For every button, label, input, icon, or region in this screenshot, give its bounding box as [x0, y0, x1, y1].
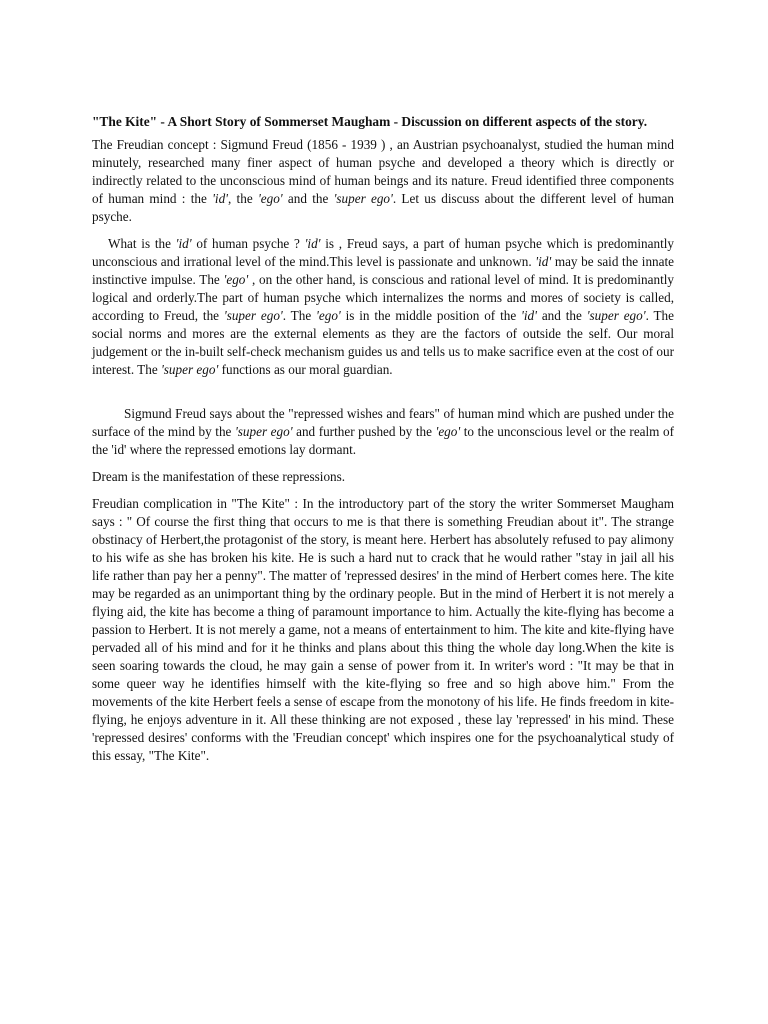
italic-term: 'ego': [257, 191, 283, 206]
body-paragraph: [92, 468, 674, 486]
italic-term: 'super ego': [223, 308, 283, 323]
text-run: and the: [536, 308, 587, 323]
body-paragraph: [92, 495, 674, 765]
text-run: Freudian complication in "The Kite" : In the introductory part of the story the writer Sommerset Maugham says : " Of course the first thing that occurs to me is that there is something Freudian about it". The strange obstinacy of Herbert,the protagonist of the story, is meant here. Herbert has absolutely refused to pay alimony to his wife as she has broken his kite. He is such a hard nut to crack that he would rather "stay in jail all his life rather than pay her a penny". The matter of 'repressed desires' in the mind of Herbert comes here. The kite may be regarded as an unimportant thing by the ordinary people. But in the mind of Herbert it is not merely a flying aid, the kite has become a thing of paramount importance to him. Actually the kite-flying has become a passion to Herbert. It is not merely a game, not a means of entertainment to him. The kite and kite-flying have pervaded all of his mind and for it he thinks and plans about this thing the whole day long.When the kite is seen soaring towards the cloud, he may gain a sense of power from it. In writer's word : "It may be that in some queer way he identifies himself with the kite-flying so free and so high above him." From the movements of the kite Herbert feels a sense of escape from the monotony of his life. He finds freedom in kite-flying, he enjoys adventure in it. All these thinking are not exposed , these lay 'repressed' in his mind. These 'repressed desires' conforms with the 'Freudian concept' which inspires one for the psychoanalytical study of this essay, "The Kite".: [92, 496, 674, 763]
italic-term: 'super ego': [234, 424, 293, 439]
document-title: "The Kite" - A Short Story of Sommerset Maugham - Discussion on different aspects of the story.: [92, 114, 648, 129]
body-paragraph: [92, 235, 674, 379]
text-run: Dream is the manifestation of these repressions.: [92, 469, 346, 484]
text-run: . The: [282, 308, 317, 323]
italic-term: 'id': [175, 236, 192, 251]
text-run: and the: [282, 191, 334, 206]
text-run: is in the middle position of the: [340, 308, 522, 323]
text-run: , the: [228, 191, 258, 206]
text-run: , on the other hand, is conscious and rational level of mind. It is predominantly logical and orderly.The part of human psyche which internalizes the norms and mores of society is called, according to Freud, the: [92, 272, 674, 323]
text-run: What is the: [108, 236, 176, 251]
italic-term: 'id': [304, 236, 321, 251]
italic-term: 'ego': [316, 308, 341, 323]
italic-term: 'super ego': [333, 191, 393, 206]
text-run: is , Freud says, a part of human psyche which is predominantly unconscious and irrational level of the mind.This level is passionate and unknown.: [92, 236, 674, 269]
text-run: functions as our moral guardian.: [218, 362, 393, 377]
text-run: may be said the innate instinctive impulse. The: [92, 254, 674, 287]
italic-term: 'super ego': [160, 362, 219, 377]
text-run: to the unconscious level or the realm of the 'id' where the repressed emotions lay dormant.: [92, 424, 674, 457]
document-page: [92, 113, 674, 774]
text-run: . The social norms and mores are the external elements as they are the factors of outside the self. Our moral judgement or the in-built self-check mechanism guides us and tells us to make sacrifice even at the cost of our interest. The: [92, 308, 674, 377]
italic-term: 'super ego': [586, 308, 646, 323]
body-paragraph: [92, 405, 674, 459]
text-run: and further pushed by the: [292, 424, 436, 439]
italic-term: 'id': [535, 254, 552, 269]
italic-term: 'ego': [435, 424, 461, 439]
body-paragraph: [92, 136, 674, 226]
text-run: of human psyche ?: [191, 236, 305, 251]
text-run: Sigmund Freud says about the "repressed wishes and fears" of human mind which are pushed under the surface of the mind by the: [92, 406, 674, 439]
document-body: [92, 136, 674, 765]
text-run: . Let us discuss about the different level of human psyche.: [92, 191, 674, 224]
italic-term: 'id': [212, 191, 228, 206]
italic-term: 'ego': [223, 272, 249, 287]
text-run: The Freudian concept : Sigmund Freud (1856 - 1939 ) , an Austrian psychoanalyst, studied the human mind minutely, researched many finer aspect of human psyche and developed a theory which is directly or indirectly related to the unconscious mind of human beings and its nature. Freud identified three components of human mind : the: [92, 137, 674, 206]
italic-term: 'id': [521, 308, 537, 323]
